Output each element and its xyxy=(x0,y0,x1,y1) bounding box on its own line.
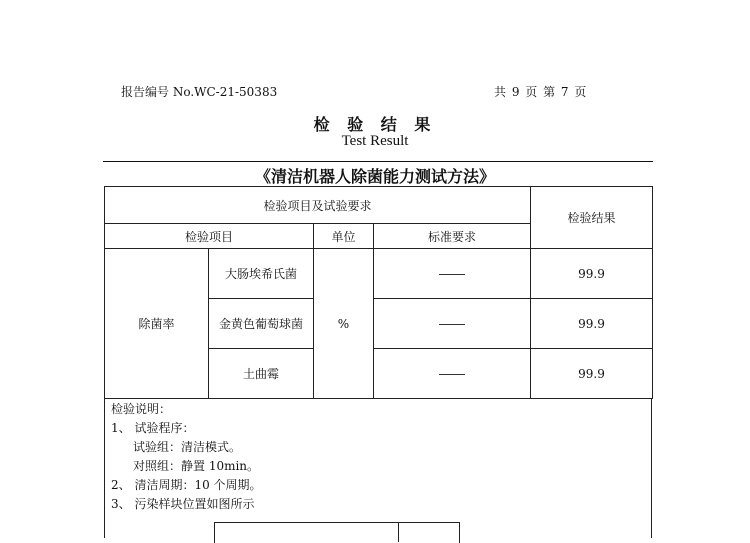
note-item: 3、 污染样块位置如图所示 xyxy=(111,497,255,511)
group-header-cell: 检验项目及试验要求 xyxy=(105,187,531,224)
notes-heading: 检验说明： xyxy=(111,402,172,416)
dash-mark xyxy=(439,274,465,275)
result-cell: 99.9 xyxy=(531,299,653,349)
page-indicator: 共 9 页 第 7 页 xyxy=(494,85,587,99)
dash-mark xyxy=(439,374,465,375)
note-item: 1、 试验程序： xyxy=(111,421,195,435)
note-item: 2、 清洁周期：10 个周期。 xyxy=(111,478,262,492)
requirement-header-cell: 标准要求 xyxy=(374,224,531,249)
standard-title: 《清洁机器人除菌能力测试方法》 xyxy=(254,167,495,186)
item-header-cell: 检验项目 xyxy=(105,224,314,249)
page-title-en: Test Result xyxy=(341,133,409,149)
note-item: 试验组：清洁模式。 xyxy=(133,440,242,454)
requirement-cell xyxy=(374,349,531,399)
unit-cell: % xyxy=(314,249,374,399)
organism-cell: 土曲霉 xyxy=(209,349,314,399)
unit-header-cell: 单位 xyxy=(314,224,374,249)
organism-cell: 大肠埃希氏菌 xyxy=(209,249,314,299)
test-notes xyxy=(104,398,652,538)
result-cell: 99.9 xyxy=(531,349,653,399)
requirement-cell xyxy=(374,299,531,349)
result-cell: 99.9 xyxy=(531,249,653,299)
result-header-cell: 检验结果 xyxy=(531,187,653,249)
dash-mark xyxy=(439,324,465,325)
page-title-cn: 检 验 结 果 xyxy=(313,115,437,134)
report-number: 报告编号 No.WC-21-50383 xyxy=(121,85,278,99)
result-table xyxy=(104,186,653,399)
category-cell: 除菌率 xyxy=(105,249,209,399)
organism-cell: 金黄色葡萄球菌 xyxy=(209,299,314,349)
note-item: 对照组：静置 10min。 xyxy=(133,459,260,473)
sample-position-diagram xyxy=(214,522,460,543)
requirement-cell xyxy=(374,249,531,299)
header-divider xyxy=(103,161,653,162)
diagram-divider xyxy=(398,522,399,542)
table-row xyxy=(105,249,653,299)
